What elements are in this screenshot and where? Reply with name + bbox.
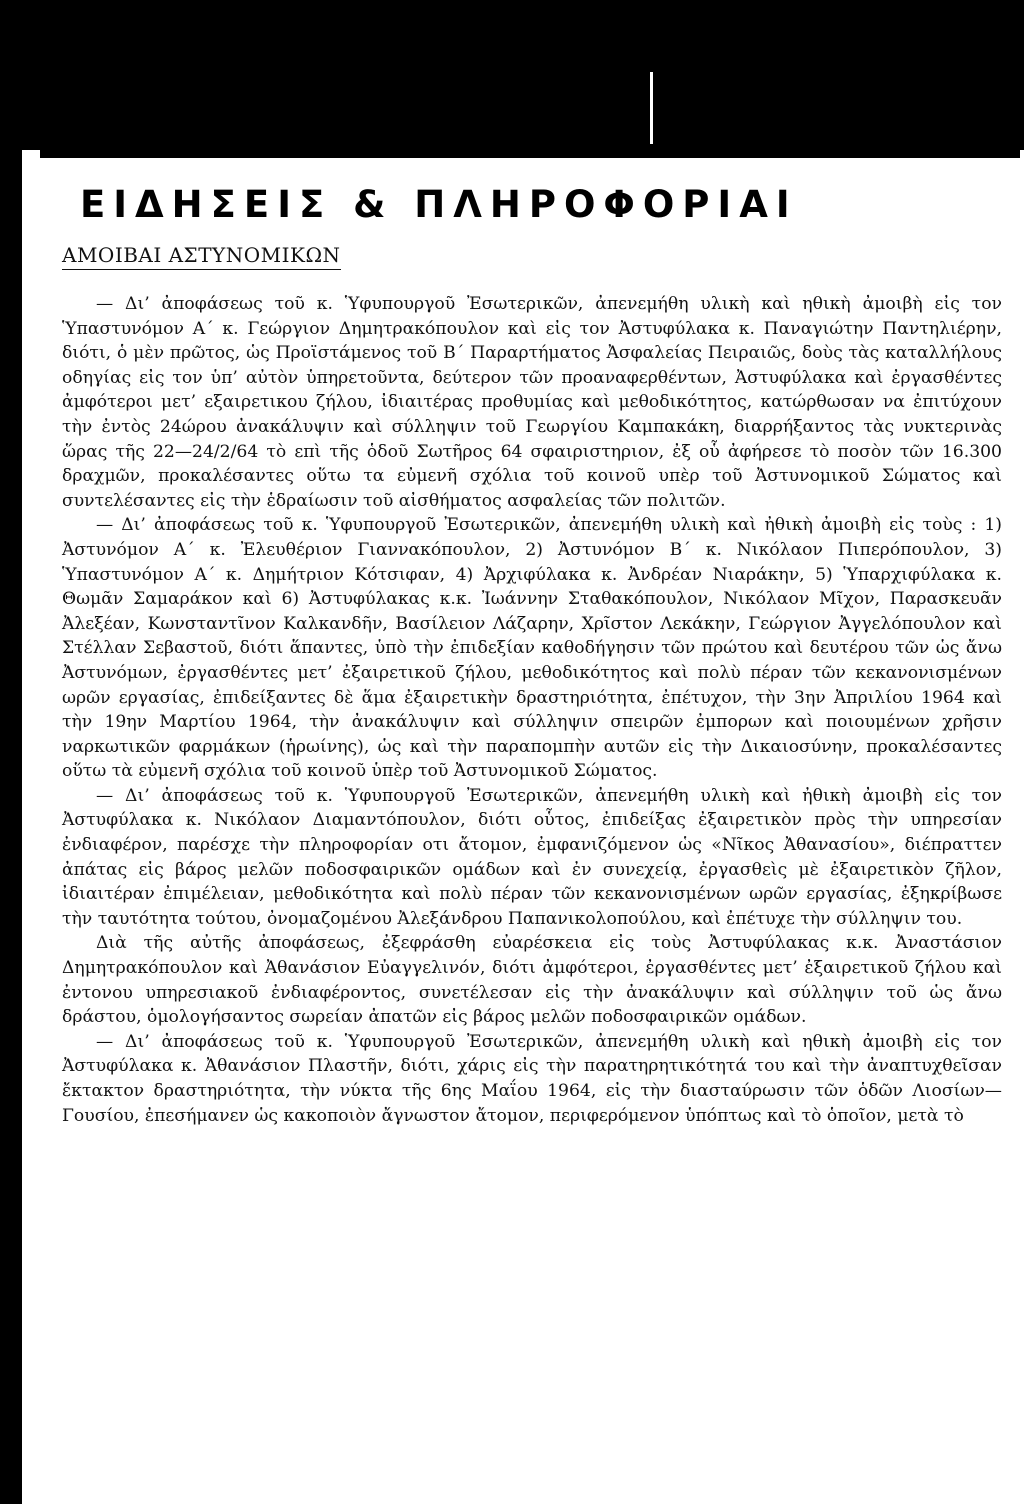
decorative-border [40, 148, 1020, 158]
scan-edge-mark [650, 72, 653, 144]
paragraph-5: — Δι’ ἀποφάσεως τοῦ κ. Ὑφυπουργοῦ Ἐσωτερικῶν, ἀπενεμήθη υλικὴ καὶ ηθικὴ ἀμοιβὴ εἰς τον Ἀστυφύλακα κ. Ἀθανάσιον Πλαστῆν, διότι, χάρις εἰς τὴν παρατηρητικότητά του καὶ τὴν ἀναπτυχθεῖσαν ἔκτακτον δραστηριότητα, τὴν νύκτα τῆς 6ης Μαΐου 1964, εἰς τὴν διασταύρωσιν τῶν ὁδῶν Λιοσίων—Γουσίου, ἐπεσήμανεν ὡς κακοποιὸν ἄγνωστον ἄτομον, περιφερόμενον ὑπόπτως καὶ τὸ ὁποῖον, μετὰ τὸ [62, 1031, 1002, 1126]
page-title: ΕΙΔΗΣΕΙΣ & ΠΛΗΡΟΦΟΡΙΑΙ [80, 183, 798, 226]
article-body [62, 292, 1002, 1128]
section-heading: ΑΜΟΙΒΑΙ ΑΣΤΥΝΟΜΙΚΩΝ [62, 243, 341, 270]
paragraph-2: — Δι’ ἀποφάσεως τοῦ κ. Ὑφυπουργοῦ Ἐσωτερικῶν, ἀπενεμήθη υλικὴ καὶ ἠθικὴ ἀμοιβὴ εἰς τοὺς : 1) Ἀστυνόμον Α΄ κ. Ἐλευθέριον Γιαννακόπουλον, 2) Ἀστυνόμον Β΄ κ. Νικόλαον Πιπερόπουλον, 3) Ὑπαστυνόμον Α΄ κ. Δημήτριον Κότσιφαν, 4) Ἀρχιφύλακα κ. Ἀνδρέαν Νιαράκην, 5) Ὑπαρχιφύλακα κ. Θωμᾶν Σαμαράκον καὶ 6) Ἀστυφύλακας κ.κ. Ἰωάννην Σταθακόπουλον, Νικόλαον Μῖχον, Παρασκευᾶν Ἀλεξέαν, Κωνσταντῖνον Καλκανδῆν, Βασίλειον Λάζαρην, Χρῖστον Λεκάκην, Γεώργιον Ἀγγελόπουλον καὶ Στέλλαν Σεβαστοῦ, διότι ἅπαντες, ὑπὸ τὴν ἐπιδεξίαν καθοδήγησιν τῶν πρώτου καὶ δευτέρου τῶν ὡς ἄνω Ἀστυνόμων, ἐργασθέντες μετ’ ἐξαιρετικοῦ ζήλου, μεθοδικότητος καὶ πολὺ πέραν τῶν κεκανονισμένων ωρῶν εργασίας, ἐπιδείξαντες δὲ ἅμα ἐξαιρετικὴν δραστηριότητα, ἐπέτυχον, τὴν 3ην Ἀπριλίου 1964 καὶ τὴν 19ην Μαρτίου 1964, τὴν ἀνακάλυψιν καὶ σύλληψιν σπειρῶν ἐμπορων καὶ ποιουμένων χρῆσιν ναρκωτικῶν φαρμάκων (ἡρωίνης), ὡς καὶ τὴν παραπομπὴν αυτῶν εἰς τὴν Δικαιοσύνην, προκαλέσαντες οὕτω τὰ εὐμενῆ σχόλια τοῦ κοινοῦ ὑπὲρ τοῦ Ἀστυνομικοῦ Σώματος. [62, 515, 1002, 782]
paragraph-3: — Δι’ ἀποφάσεως τοῦ κ. Ὑφυπουργοῦ Ἐσωτερικῶν, ἀπενεμήθη υλικὴ καὶ ἠθικὴ ἀμοιβὴ εἰς τον Ἀστυφύλακα κ. Νικόλαον Διαμαντόπουλον, διότι οὗτος, ἐπιδείξας ἐξαιρετικὸν πρὸς τὴν υπηρεσίαν ἐνδιαφέρον, παρέσχε τὴν πληροφορίαν οτι ἄτομον, ἐμφανιζόμενον ὡς «Νῖκος Ἀθανασίου», διέπραττεν ἀπάτας εἰς βάρος μελῶν ποδοσφαιρικῶν ομάδων καὶ ἐν συνεχείᾳ, ἐργασθεὶς μὲ ἐξαιρετικὸν ζῆλον, ἰδιαιτέραν ἐπιμέλειαν, μεθοδικότητα καὶ πολὺ πέραν τῶν κεκανονισμένων ωρῶν εργασίας, ἐξηκρίβωσε τὴν ταυτότητα τούτου, ὀνομαζομένου Ἀλεξάνδρου Παπανικολοπούλου, καὶ ἐπέτυχε τὴν σύλληψιν του. [62, 785, 1002, 929]
paragraph-4: Διὰ τῆς αὐτῆς ἀποφάσεως, ἐξεφράσθη εὐαρέσκεια εἰς τοὺς Ἀστυφύλακας κ.κ. Ἀναστάσιον Δημητρακόπουλον καὶ Ἀθανάσιον Εὐαγγελινόν, διότι ἀμφότεροι, ἐργασθέντες μετ’ ἐξαιρετικοῦ ζήλου καὶ ἐντονου υπηρεσιακοῦ ἐνδιαφέροντος, συνετέλεσαν εἰς τὴν ἀνακάλυψιν καὶ σύλληψιν τοῦ ὡς ἄνω δράστου, ὁμολογήσαντος σωρείαν ἀπατῶν εἰς βάρος μελῶν ποδοσφαιρικῶν ομάδων. [62, 933, 1002, 1028]
paragraph-1: — Δι’ ἀποφάσεως τοῦ κ. Ὑφυπουργοῦ Ἐσωτερικῶν, ἀπενεμήθη υλικὴ καὶ ηθικὴ ἀμοιβὴ εἰς τον Ὑπαστυνόμον Α΄ κ. Γεώργιον Δημητρακόπουλον καὶ εἰς τον Ἀστυφύλακα κ. Παναγιώτην Παντηλιέρην, διότι, ὁ μὲν πρῶτος, ὡς Προϊστάμενος τοῦ Β΄ Παραρτήματος Ἀσφαλείας Πειραιῶς, δοὺς τὰς καταλλήλους οδηγίας εἰς τον ὑπ’ αὐτὸν ὑπηρετοῦντα, δεύτερον τῶν προαναφερθέντων, Ἀστυφύλακα καὶ ἐργασθέντες ἀμφότεροι μετ’ εξαιρετικου ζήλου, ἰδιαιτέρας προθυμίας καὶ μεθοδικότητος, κατώρθωσαν να ἐπιτύχουν τὴν ἐντὸς 24ώρου ἀνακάλυψιν καὶ σύλληψιν τοῦ Γεωργίου Καμπακάκη, διαρρήξαντος τὰς νυκτερινὰς ὥρας τῆς 22—24/2/64 τὸ επὶ τῆς ὁδοῦ Σωτῆρος 64 σφαιριστηριον, ἐξ οὗ ἀφήρεσε τὸ ποσὸν τῶν 16.300 δραχμῶν, προκαλέσαντες οὕτω τα εὐμενῆ σχόλια τοῦ κοινοῦ υπὲρ τοῦ Ἀστυνομικοῦ Σώματος καὶ συντελέσαντες εἰς τὴν ἑδραίωσιν τοῦ αἰσθήματος ασφαλείας τῶν πολιτῶν. [62, 294, 1002, 511]
